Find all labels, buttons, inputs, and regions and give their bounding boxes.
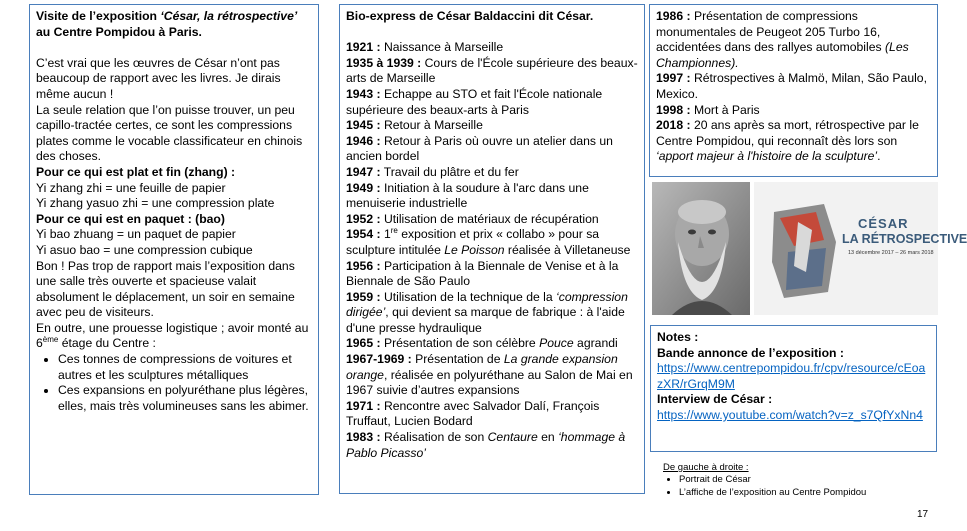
image-caption	[663, 462, 913, 499]
bio-entry: 1956 : Participation à la Biennale de Venise et à la Biennale de São Paulo	[346, 258, 619, 289]
trailer-link[interactable]: https://www.centrepompidou.fr/cpv/resource/cEoazXR/rGrqM9M	[657, 361, 926, 391]
bio-entry: 1954 : 1re exposition et prix « collabo » pour sa sculpture intitulée Le Poisson réalisée à Villetaneuse	[346, 226, 631, 257]
caption-item: • Portrait de César	[679, 474, 913, 486]
poster-subtitle: LA RÉTROSPECTIVE	[842, 232, 967, 246]
bio-entry: 1949 : Initiation à la soudure à l'arc dans une menuiserie industrielle	[346, 180, 589, 211]
bio-entry: 1971 : Rencontre avec Salvador Dalí, François Truffaut, Lucien Bodard	[346, 398, 600, 429]
zhang-heading: Pour ce qui est plat et fin (zhang) :	[36, 164, 236, 179]
bio-entry: 1998 : Mort à Paris	[656, 102, 760, 117]
visit-paragraph-4: En outre, une prouesse logistique ; avoir monté au 6ème étage du Centre :	[36, 320, 309, 351]
bio-entry: 1959 : Utilisation de la technique de la ‘compression dirigée’, qui devient sa marque de fabrique : à l'aide d'une presse hydraulique	[346, 289, 628, 335]
visit-paragraph-3: Bon ! Pas trop de rapport mais l’exposition dans une salle très ouverte et spacieuse valait absolument le déplacement, un soir en semaine avec peu de visiteurs.	[36, 258, 295, 320]
bio-entry: 1921 : Naissance à Marseille	[346, 40, 504, 55]
poster-illustration	[754, 182, 938, 315]
zhang-line-2: Yi zhang yasuo zhi = une compression plate	[36, 196, 275, 211]
visit-paragraph-1: C’est vrai que les œuvres de César n’ont pas beaucoup de rapport avec les livres. Je dirais même aucun !	[36, 55, 281, 101]
visit-paragraph-2: La seule relation que l’on puisse trouver, un peu capillo-tractée certes, ce sont les compressions plates comme le vocable classificateur en chinois des choses.	[36, 102, 303, 164]
caption-title: De gauche à droite :	[663, 462, 749, 473]
bio-entry: 1983 : Réalisation de son Centaure en ‘hommage à Pablo Picasso’	[346, 430, 626, 460]
bio-entry: 1943 : Echappe au STO et fait l'École nationale supérieure des beaux-arts à Paris	[346, 86, 603, 117]
visit-bullets	[36, 352, 312, 414]
bio-entry: 1986 : Présentation de compressions monumentales de Peugeot 205 Turbo 16, accidentées dans des rallyes automobiles (Les Championnes).	[656, 9, 909, 70]
zhang-line-1: Yi zhang zhi = une feuille de papier	[36, 180, 226, 195]
bio-entry: 1945 : Retour à Marseille	[346, 118, 483, 133]
caption-item: • L’affiche de l’exposition au Centre Pompidou	[679, 487, 913, 499]
visit-bullet: • Ces tonnes de compressions de voitures et autres et les sculptures métalliques	[58, 352, 312, 383]
bio-entry: 1967-1969 : Présentation de La grande expansion orange, réalisée en polyuréthane au Salon de Mai en 1967 suivie d’autres expansions	[346, 352, 633, 398]
bio-continued-box	[649, 4, 938, 177]
bio-entry: 1947 : Travail du plâtre et du fer	[346, 164, 519, 179]
visit-title: Visite de l’exposition ‘César, la rétrospective’ au Centre Pompidou à Paris.	[36, 9, 298, 39]
cesar-portrait-image	[652, 182, 750, 315]
bao-line-1: Yi bao zhuang = un paquet de papier	[36, 227, 236, 242]
bio-express-box	[339, 4, 645, 494]
exhibition-visit-box	[29, 4, 319, 495]
exhibition-poster-image	[754, 182, 967, 315]
interview-link[interactable]: https://www.youtube.com/watch?v=z_s7QfYxNn4	[657, 407, 923, 422]
trailer-heading: Bande annonce de l’exposition :	[657, 345, 844, 360]
poster-dates: 13 décembre 2017 – 26 mars 2018	[848, 250, 934, 256]
interview-heading: Interview de César :	[657, 392, 773, 407]
bio-entry: 1997 : Rétrospectives à Malmö, Milan, São Paulo, Mexico.	[656, 71, 927, 101]
bio-entry: 1935 à 1939 : Cours de l'École supérieure des beaux-arts de Marseille	[346, 55, 638, 86]
bao-heading: Pour ce qui est en paquet : (bao)	[36, 211, 225, 226]
notes-title: Notes :	[657, 330, 699, 344]
bio-entry: 1952 : Utilisation de matériaux de récupération	[346, 211, 599, 226]
notes-box	[650, 325, 937, 452]
page-number: 17	[917, 509, 929, 520]
bio-entry: 1965 : Présentation de son célèbre Pouce agrandi	[346, 336, 618, 351]
bio-title: Bio-express de César Baldaccini dit César.	[346, 9, 594, 23]
visit-bullet: • Ces expansions en polyuréthane plus légères, elles, mais très volumineuses sans les abimer.	[58, 383, 312, 414]
bio-entry: 2018 : 20 ans après sa mort, rétrospective par le Centre Pompidou, qui reconnaît dès lors son ‘apport majeur à l'histoire de la sculpture’.	[656, 118, 919, 164]
bio-entry: 1946 : Retour à Paris où ouvre un atelier dans un ancien bordel	[346, 133, 613, 164]
portrait-illustration	[652, 182, 750, 315]
caption-list	[663, 474, 913, 499]
poster-title: CÉSAR	[858, 216, 909, 231]
bao-line-2: Yi asuo bao = une compression cubique	[36, 242, 253, 257]
